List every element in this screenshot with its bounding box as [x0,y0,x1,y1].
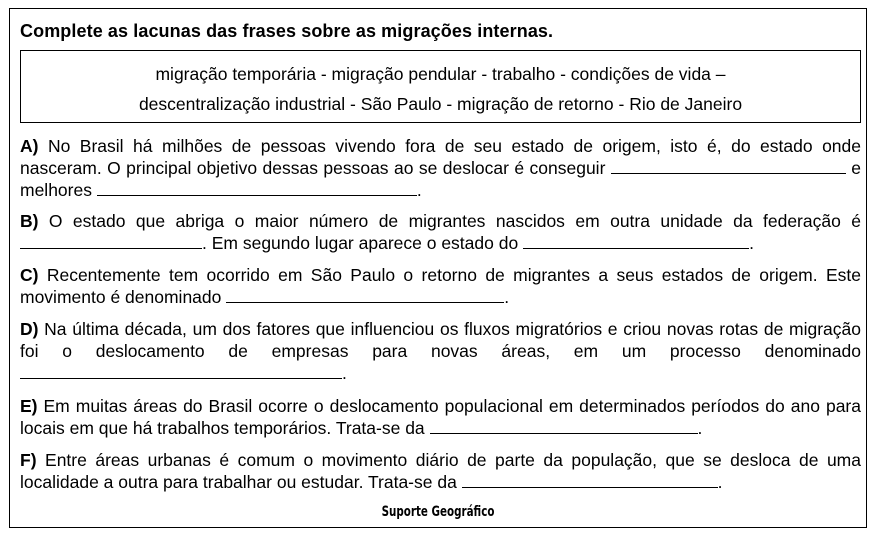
question-c-text-1: Recentemente tem ocorrido em São Paulo o retorno de migrantes a seus estados de origem. Este movimento é denominado [20,265,861,307]
question-b-text-2: . Em segundo lugar aparece o estado do [202,233,524,253]
question-f-text-2: . [717,472,723,492]
question-a-text-2: e melhores [20,158,861,200]
question-b-label: B) [20,211,39,231]
worksheet-title: Complete as lacunas das frases sobre as migrações internas. [20,21,554,41]
question-d [20,318,861,384]
word-bank [20,50,861,123]
answer-blank-c[interactable] [226,287,504,303]
question-a [20,135,861,201]
question-f [20,449,861,493]
question-b [20,210,861,254]
answer-blank-b1[interactable] [20,233,202,249]
question-e-text-2: . [697,418,703,438]
footer-credit: Suporte Geográfico [381,504,495,520]
question-f-text-1: Entre áreas urbanas é comum o movimento diário de parte da população, que se desloca de uma localidade a outra para trabalhar ou estudar. Trata-se da [20,450,861,492]
question-d-label: D) [20,319,39,339]
answer-blank-d[interactable] [20,363,342,379]
question-a-label: A) [20,136,39,156]
question-e-label: E) [20,396,38,416]
question-c-label: C) [20,265,39,285]
question-a-text-3: . [416,180,422,200]
word-bank-line-2: descentralização industrial - São Paulo - migração de retorno - Rio de Janeiro [138,94,743,114]
answer-blank-e[interactable] [430,418,698,434]
question-e [20,395,861,439]
answer-blank-a2[interactable] [97,180,417,196]
answer-blank-a1[interactable] [611,158,846,174]
question-a-text-1: No Brasil há milhões de pessoas vivendo fora de seu estado de origem, isto é, do estado onde nasceram. O principal objetivo dessas pessoas ao se deslocar é conseguir [20,136,861,178]
worksheet [9,8,867,528]
word-bank-line-1: migração temporária - migração pendular - trabalho - condições de vida – [155,64,726,84]
question-f-label: F) [20,450,37,470]
question-e-text-1: Em muitas áreas do Brasil ocorre o deslocamento populacional em determinados períodos do ano para locais em que há trabalhos temporários. Trata-se da [20,396,861,438]
question-d-text-1: Na última década, um dos fatores que influenciou os fluxos migratórios e criou novas rotas de migração foi o deslocamento de empresas para novas áreas, em um processo denominado [20,319,861,361]
question-b-text-1: O estado que abriga o maior número de migrantes nascidos em outra unidade da federação é [38,211,861,231]
question-b-text-3: . [749,233,754,253]
question-d-text-2: . [342,363,347,383]
question-c-text-2: . [504,287,510,307]
answer-blank-f[interactable] [462,472,718,488]
answer-blank-b2[interactable] [523,233,749,249]
question-c [20,264,861,308]
